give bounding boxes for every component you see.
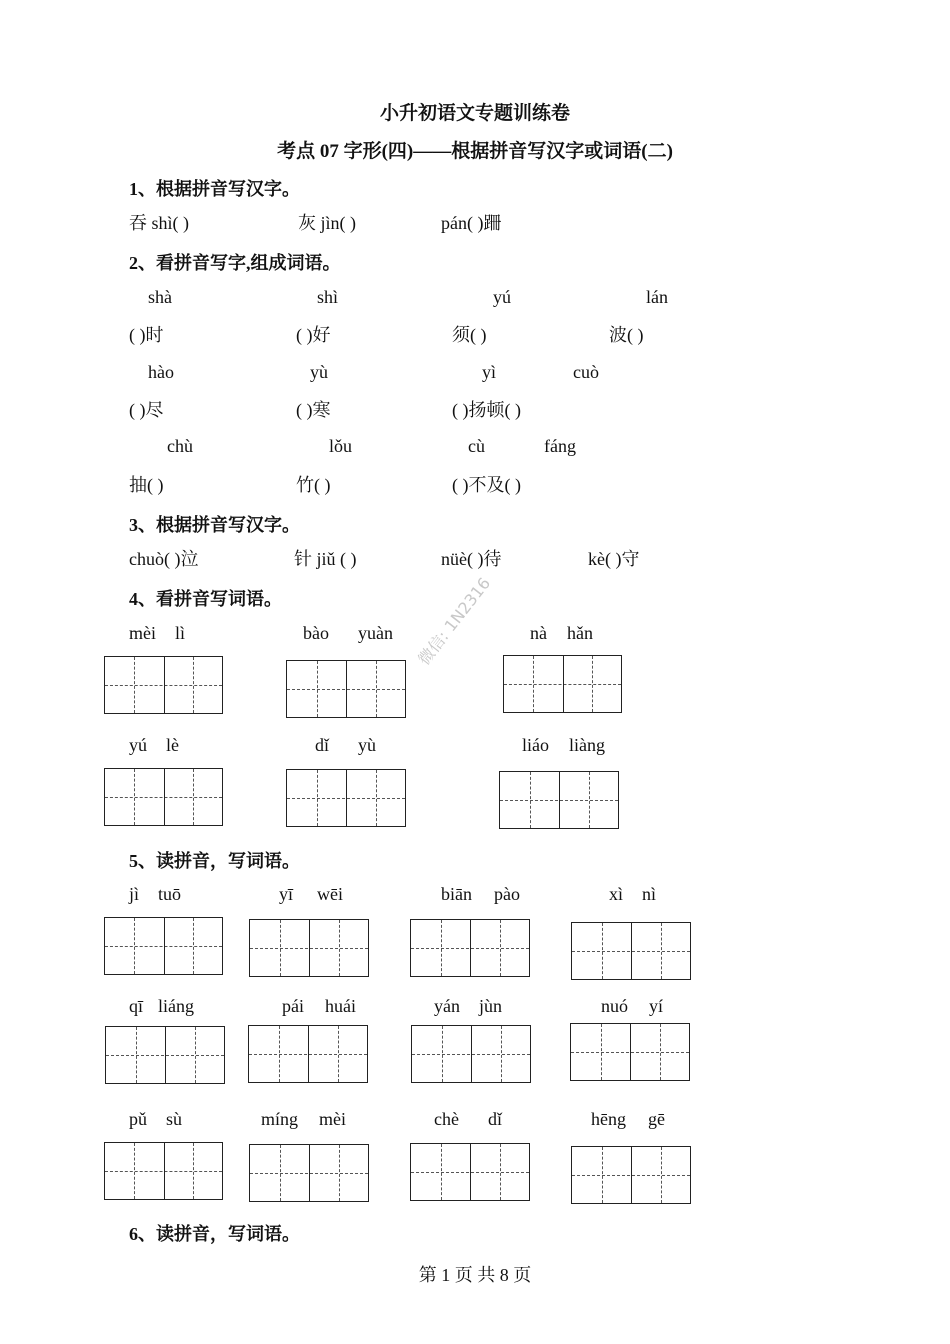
answer-blank: ( )扬顿( ) xyxy=(452,400,521,420)
pinyin: cù xyxy=(468,436,485,456)
writing-grid[interactable] xyxy=(104,768,223,826)
answer-blank: 须( ) xyxy=(452,325,487,345)
question-3-heading: 3、根据拼音写汉字。 xyxy=(129,515,300,535)
question-4-heading: 4、看拼音写词语。 xyxy=(129,589,282,609)
writing-grid[interactable] xyxy=(249,919,369,977)
question-1-heading: 1、根据拼音写汉字。 xyxy=(129,179,300,199)
pinyin: sù xyxy=(166,1109,183,1129)
writing-grid[interactable] xyxy=(104,917,223,975)
grid-vertical-guide xyxy=(602,923,603,979)
pinyin: hǎn xyxy=(567,623,593,643)
writing-grid[interactable] xyxy=(410,919,530,977)
pinyin: lán xyxy=(646,287,668,307)
q1-item: 灰 jìn( ) xyxy=(298,213,356,233)
pinyin: nà xyxy=(530,623,547,643)
grid-vertical-guide xyxy=(193,657,194,713)
grid-vertical-guide xyxy=(601,1024,602,1080)
grid-cell-divider xyxy=(346,661,347,717)
pinyin: yú xyxy=(129,735,147,755)
answer-blank: ( )尽 xyxy=(129,400,164,420)
grid-vertical-guide xyxy=(280,1145,281,1201)
pinyin: yì xyxy=(482,362,497,382)
pinyin: fáng xyxy=(544,436,576,456)
answer-blank: ( )好 xyxy=(296,325,331,345)
q1-item: pán( )跚 xyxy=(441,213,502,233)
pinyin: pǔ xyxy=(129,1109,147,1129)
pinyin: jùn xyxy=(479,996,503,1016)
pinyin: liáng xyxy=(158,996,194,1016)
grid-vertical-guide xyxy=(533,656,534,712)
pinyin: yù xyxy=(358,735,376,755)
writing-grid[interactable] xyxy=(571,1146,691,1204)
grid-vertical-guide xyxy=(317,661,318,717)
pinyin: biān xyxy=(441,884,472,904)
pinyin: pào xyxy=(494,884,520,904)
grid-cell-divider xyxy=(470,920,471,976)
pinyin: yuàn xyxy=(358,623,393,643)
pinyin: nuó xyxy=(601,996,628,1016)
page-number: 第 1 页 共 8 页 xyxy=(418,1265,532,1285)
pinyin: yī xyxy=(279,884,294,904)
q3-item: chuò( )泣 xyxy=(129,549,199,569)
q3-item: kè( )守 xyxy=(588,549,640,569)
q1-item: 吞 shì( ) xyxy=(129,213,189,233)
pinyin: wēi xyxy=(317,884,343,904)
writing-grid[interactable] xyxy=(571,922,691,980)
grid-cell-divider xyxy=(559,772,560,828)
answer-blank: ( )不及( ) xyxy=(452,475,521,495)
writing-grid[interactable] xyxy=(105,1026,225,1084)
writing-grid[interactable] xyxy=(248,1025,368,1083)
writing-grid[interactable] xyxy=(411,1025,531,1083)
grid-vertical-guide xyxy=(660,1024,661,1080)
answer-blank: 竹( ) xyxy=(296,475,331,495)
grid-cell-divider xyxy=(563,656,564,712)
grid-vertical-guide xyxy=(441,920,442,976)
writing-grid[interactable] xyxy=(503,655,622,713)
grid-vertical-guide xyxy=(589,772,590,828)
pinyin: nì xyxy=(642,884,657,904)
pinyin: cuò xyxy=(573,362,599,382)
answer-blank: 波( ) xyxy=(609,325,644,345)
grid-vertical-guide xyxy=(134,769,135,825)
pinyin: chè xyxy=(434,1109,459,1129)
q3-item: 针 jiǔ ( ) xyxy=(294,549,357,569)
pinyin: tuō xyxy=(158,884,182,904)
pinyin: shì xyxy=(317,287,339,307)
pinyin: liáo xyxy=(522,735,549,755)
grid-vertical-guide xyxy=(195,1027,196,1083)
question-6-heading: 6、读拼音，写词语。 xyxy=(129,1224,300,1244)
grid-vertical-guide xyxy=(376,770,377,826)
grid-cell-divider xyxy=(308,1026,309,1082)
q3-item: nüè( )待 xyxy=(441,549,502,569)
grid-cell-divider xyxy=(309,1145,310,1201)
grid-vertical-guide xyxy=(376,661,377,717)
pinyin: chù xyxy=(167,436,193,456)
answer-blank: ( )时 xyxy=(129,325,164,345)
pinyin: gē xyxy=(648,1109,665,1129)
pinyin: yí xyxy=(649,996,664,1016)
pinyin: mèi xyxy=(319,1109,346,1129)
grid-vertical-guide xyxy=(339,1145,340,1201)
grid-vertical-guide xyxy=(280,920,281,976)
writing-grid[interactable] xyxy=(104,656,223,714)
grid-vertical-guide xyxy=(279,1026,280,1082)
pinyin: yù xyxy=(310,362,328,382)
grid-vertical-guide xyxy=(339,920,340,976)
grid-vertical-guide xyxy=(134,1143,135,1199)
grid-cell-divider xyxy=(165,1027,166,1083)
pinyin: dǐ xyxy=(488,1109,503,1129)
grid-cell-divider xyxy=(470,1144,471,1200)
pinyin: hēng xyxy=(591,1109,626,1129)
grid-vertical-guide xyxy=(136,1027,137,1083)
grid-vertical-guide xyxy=(500,1144,501,1200)
pinyin: yú xyxy=(493,287,511,307)
writing-grid[interactable] xyxy=(570,1023,690,1081)
grid-cell-divider xyxy=(471,1026,472,1082)
writing-grid[interactable] xyxy=(286,660,406,718)
grid-cell-divider xyxy=(164,769,165,825)
pinyin: lè xyxy=(166,735,179,755)
pinyin: liàng xyxy=(569,735,605,755)
grid-vertical-guide xyxy=(193,918,194,974)
grid-vertical-guide xyxy=(338,1026,339,1082)
grid-cell-divider xyxy=(309,920,310,976)
answer-blank: 抽( ) xyxy=(129,475,164,495)
grid-cell-divider xyxy=(346,770,347,826)
grid-cell-divider xyxy=(164,657,165,713)
grid-vertical-guide xyxy=(193,769,194,825)
grid-vertical-guide xyxy=(441,1144,442,1200)
grid-vertical-guide xyxy=(592,656,593,712)
grid-vertical-guide xyxy=(602,1147,603,1203)
grid-cell-divider xyxy=(630,1024,631,1080)
writing-grid[interactable] xyxy=(104,1142,223,1200)
writing-grid[interactable] xyxy=(286,769,406,827)
grid-vertical-guide xyxy=(193,1143,194,1199)
writing-grid[interactable] xyxy=(499,771,619,829)
pinyin: mèi xyxy=(129,623,156,643)
grid-cell-divider xyxy=(164,1143,165,1199)
question-2-heading: 2、看拼音写字,组成词语。 xyxy=(129,253,341,273)
writing-grid[interactable] xyxy=(410,1143,530,1201)
grid-cell-divider xyxy=(631,1147,632,1203)
grid-cell-divider xyxy=(164,918,165,974)
grid-vertical-guide xyxy=(661,1147,662,1203)
grid-vertical-guide xyxy=(317,770,318,826)
pinyin: yán xyxy=(434,996,460,1016)
pinyin: dǐ xyxy=(315,735,330,755)
pinyin: míng xyxy=(261,1109,299,1129)
pinyin: xì xyxy=(609,884,624,904)
pinyin: huái xyxy=(325,996,356,1016)
pinyin: hào xyxy=(148,362,174,382)
grid-vertical-guide xyxy=(442,1026,443,1082)
page-subtitle: 考点 07 字形(四)——根据拼音写汉字或词语(二) xyxy=(277,141,673,162)
grid-vertical-guide xyxy=(530,772,531,828)
answer-blank: ( )寒 xyxy=(296,400,331,420)
pinyin: jì xyxy=(129,884,140,904)
pinyin: bào xyxy=(303,623,329,643)
pinyin: lì xyxy=(175,623,186,643)
writing-grid[interactable] xyxy=(249,1144,369,1202)
question-5-heading: 5、读拼音，写词语。 xyxy=(129,851,300,871)
pinyin: lǒu xyxy=(329,436,353,456)
grid-vertical-guide xyxy=(500,920,501,976)
grid-vertical-guide xyxy=(661,923,662,979)
pinyin: pái xyxy=(282,996,304,1016)
grid-cell-divider xyxy=(631,923,632,979)
pinyin: qī xyxy=(129,996,144,1016)
grid-vertical-guide xyxy=(501,1026,502,1082)
page-title: 小升初语文专题训练卷 xyxy=(379,103,570,124)
grid-vertical-guide xyxy=(134,657,135,713)
grid-vertical-guide xyxy=(134,918,135,974)
pinyin: shà xyxy=(148,287,172,307)
watermark: 微信: 1N2316 xyxy=(414,573,495,669)
